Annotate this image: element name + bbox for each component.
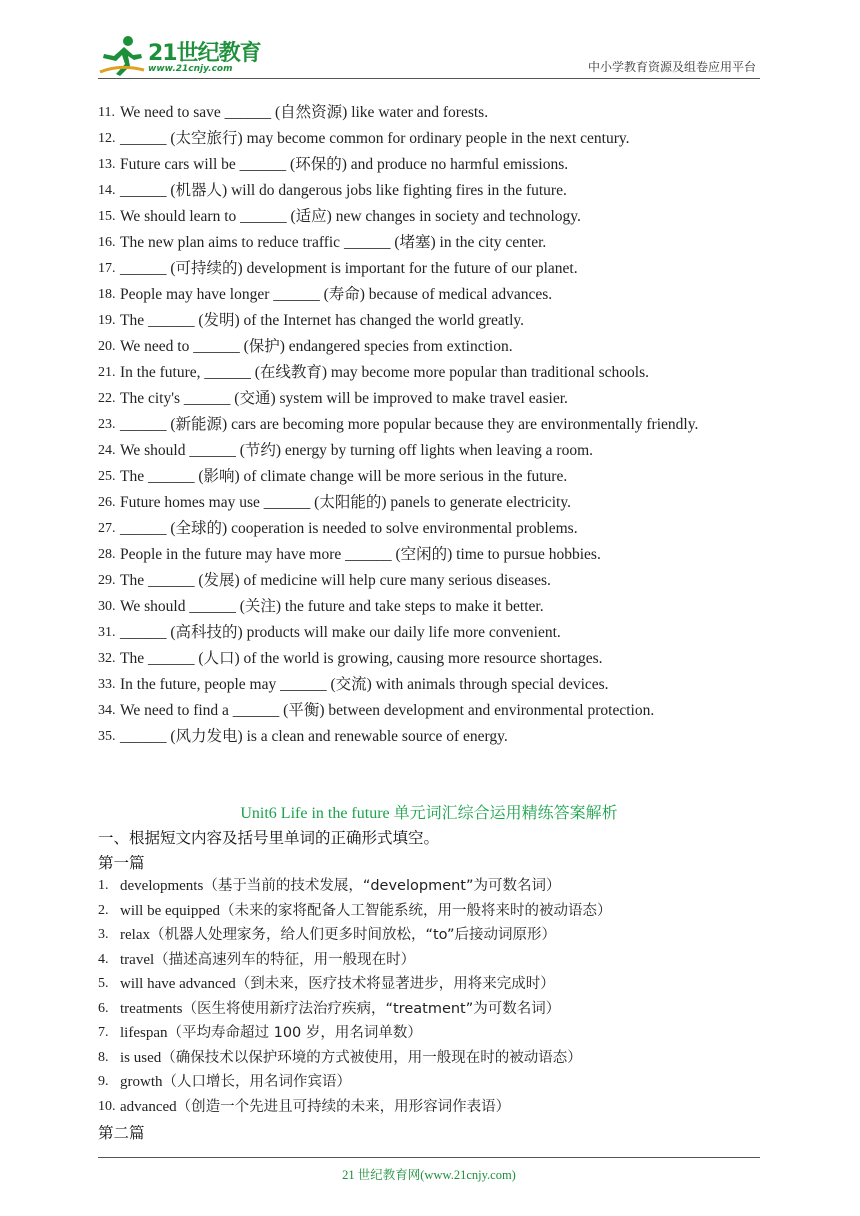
question-number: 11.: [98, 105, 115, 120]
question-number: 32.: [98, 651, 116, 666]
question-number: 30.: [98, 599, 116, 614]
answer-explanation: （人口增长，用名词作宾语）: [162, 1074, 351, 1090]
answer-word: is used: [120, 1049, 162, 1066]
answer-explanation: （机器人处理家务，给人们更多时间放松，“to”后接动词原形）: [149, 927, 557, 943]
logo-text: 21世纪教育: [148, 41, 261, 66]
answer-explanation: （到未来，医疗技术将显著进步，用将来完成时）: [235, 976, 555, 992]
answer-word: lifespan: [120, 1025, 168, 1041]
answer-item: [98, 1046, 760, 1071]
answer-word: developments: [120, 878, 204, 894]
answer-number: 1.: [98, 878, 109, 893]
answer-number: 6.: [98, 1000, 109, 1016]
platform-name: 中小学教育资源及组卷应用平台: [587, 60, 756, 74]
answer-item: [98, 972, 760, 997]
question-text: The ______ (发展) of medicine will help cure many serious diseases.: [120, 572, 551, 589]
question-number: 26.: [98, 495, 116, 510]
question-number: 29.: [98, 573, 116, 588]
question-text: We need to ______ (保护) endangered species from extinction.: [120, 338, 513, 355]
question-item: [98, 152, 738, 178]
question-text: People in the future may have more ______ (空闲的) time to pursue hobbies.: [120, 546, 601, 563]
question-text: We should ______ (节约) energy by turning off lights when leaving a room.: [120, 442, 594, 459]
question-number: 19.: [98, 313, 116, 328]
logo: [98, 34, 268, 78]
question-text: ______ (太空旅行) may become common for ordinary people in the next century.: [120, 130, 630, 147]
answer-word: will be equipped: [120, 902, 220, 919]
question-item: [98, 698, 738, 724]
answer-explanation: （未来的家将配备人工智能系统，用一般将来时的被动语态）: [219, 902, 612, 919]
question-number: 34.: [98, 703, 116, 718]
answer-number: 5.: [98, 976, 109, 991]
question-number: 18.: [98, 287, 116, 302]
question-item: [98, 542, 738, 568]
question-number: 16.: [98, 235, 116, 250]
question-number: 21.: [98, 365, 116, 380]
answer-number: 3.: [98, 927, 109, 942]
question-number: 12.: [98, 131, 116, 146]
answer-explanation: （医生将使用新疗法治疗疾病，“treatment”为可数名词）: [182, 1000, 561, 1017]
question-text: We should learn to ______ (适应) new changes in society and technology.: [120, 208, 581, 225]
answer-explanation: （平均寿命超过 100 岁，用名词单数）: [167, 1025, 422, 1041]
answer-explanation: （创造一个先进且可持续的未来，用形容词作表语）: [176, 1098, 511, 1115]
question-item: [98, 724, 738, 750]
footer-divider: [98, 1157, 760, 1158]
answer-number: 10.: [98, 1098, 116, 1114]
question-item: [98, 308, 738, 334]
header-divider: [98, 78, 760, 79]
question-number: 17.: [98, 261, 116, 276]
question-item: [98, 568, 738, 594]
question-item: [98, 516, 738, 542]
part-heading: 第一篇: [98, 854, 145, 872]
question-number: 23.: [98, 417, 116, 432]
answer-item: [98, 948, 760, 973]
question-text: The ______ (影响) of climate change will be more serious in the future.: [120, 468, 568, 485]
answer-list: [98, 874, 760, 1119]
answer-word: will have advanced: [120, 976, 236, 992]
question-text: In the future, people may ______ (交流) with animals through special devices.: [120, 676, 609, 693]
question-item: [98, 620, 738, 646]
answer-explanation: （描述高速列车的特征，用一般现在时）: [154, 951, 416, 968]
question-item: [98, 490, 738, 516]
question-item: [98, 646, 738, 672]
answer-item: [98, 1021, 760, 1046]
question-text: ______ (风力发电) is a clean and renewable source of energy.: [120, 728, 508, 745]
question-text: ______ (高科技的) products will make our daily life more convenient.: [120, 624, 561, 641]
question-item: [98, 282, 738, 308]
answer-item: [98, 899, 760, 924]
question-text: We need to save ______ (自然资源) like water and forests.: [120, 104, 489, 121]
answer-explanation: （确保技术以保护环境的方式被使用，用一般现在时的被动语态）: [161, 1049, 582, 1066]
question-item: [98, 438, 738, 464]
question-text: In the future, ______ (在线教育) may become more popular than traditional schools.: [120, 364, 650, 381]
question-item: [98, 360, 738, 386]
answer-item: [98, 1095, 760, 1120]
answer-word: treatments: [120, 1000, 183, 1017]
answer-word: growth: [120, 1074, 163, 1090]
logo-url: www.21cnjy.com: [148, 64, 233, 74]
page-header: [98, 28, 760, 80]
question-text: Future cars will be ______ (环保的) and produce no harmful emissions.: [120, 156, 569, 173]
question-text: We need to find a ______ (平衡) between development and environmental protection.: [120, 702, 655, 719]
answer-word: relax: [120, 927, 150, 943]
question-list: [98, 100, 738, 750]
question-number: 14.: [98, 183, 116, 198]
question-number: 35.: [98, 729, 116, 744]
question-item: [98, 230, 738, 256]
footer-text: 21 世纪教育网(www.21cnjy.com): [342, 1168, 516, 1182]
answer-number: 7.: [98, 1025, 109, 1040]
answer-number: 9.: [98, 1074, 109, 1089]
question-number: 24.: [98, 443, 116, 458]
question-item: [98, 672, 738, 698]
question-text: The city's ______ (交通) system will be improved to make travel easier.: [120, 390, 568, 407]
question-number: 20.: [98, 339, 116, 354]
answer-word: travel: [120, 951, 155, 968]
question-number: 33.: [98, 677, 116, 692]
question-number: 31.: [98, 625, 116, 640]
question-text: ______ (可持续的) development is important for the future of our planet.: [120, 260, 578, 277]
question-text: The ______ (人口) of the world is growing, causing more resource shortages.: [120, 650, 603, 667]
question-text: Future homes may use ______ (太阳能的) panels to generate electricity.: [120, 494, 571, 511]
answer-number: 8.: [98, 1049, 109, 1065]
question-text: ______ (新能源) cars are becoming more popular because they are environmentally friendly.: [120, 416, 699, 433]
answer-item: [98, 923, 760, 948]
question-item: [98, 100, 738, 126]
question-item: [98, 594, 738, 620]
question-item: [98, 204, 738, 230]
question-number: 28.: [98, 547, 116, 562]
question-number: 25.: [98, 469, 116, 484]
question-number: 13.: [98, 157, 116, 172]
question-text: The ______ (发明) of the Internet has changed the world greatly.: [120, 312, 525, 329]
answer-item: [98, 1070, 760, 1095]
question-text: ______ (全球的) cooperation is needed to solve environmental problems.: [120, 520, 578, 537]
question-text: People may have longer ______ (寿命) because of medical advances.: [120, 286, 553, 303]
question-item: [98, 256, 738, 282]
answer-section-title: Unit6 Life in the future 单元词汇综合运用精练答案解析: [240, 805, 618, 822]
question-number: 15.: [98, 209, 116, 224]
section-heading: 一、根据短文内容及括号里单词的正确形式填空。: [98, 829, 440, 847]
question-text: The new plan aims to reduce traffic ______ (堵塞) in the city center.: [120, 234, 547, 251]
question-item: [98, 178, 738, 204]
answer-word: advanced: [120, 1098, 177, 1115]
question-item: [98, 412, 738, 438]
question-number: 27.: [98, 521, 116, 536]
question-item: [98, 386, 738, 412]
answer-number: 2.: [98, 902, 109, 918]
answer-item: [98, 874, 760, 899]
question-number: 22.: [98, 391, 116, 406]
answer-number: 4.: [98, 951, 109, 967]
question-item: [98, 126, 738, 152]
question-text: We should ______ (关注) the future and take steps to make it better.: [120, 598, 544, 615]
question-text: ______ (机器人) will do dangerous jobs like fighting fires in the future.: [120, 182, 567, 199]
question-item: [98, 334, 738, 360]
runner-logo-icon: [98, 34, 146, 78]
answer-explanation: （基于当前的技术发展，“development”为可数名词）: [203, 878, 561, 894]
question-item: [98, 464, 738, 490]
part-heading: 第二篇: [98, 1124, 145, 1142]
answer-item: [98, 997, 760, 1022]
